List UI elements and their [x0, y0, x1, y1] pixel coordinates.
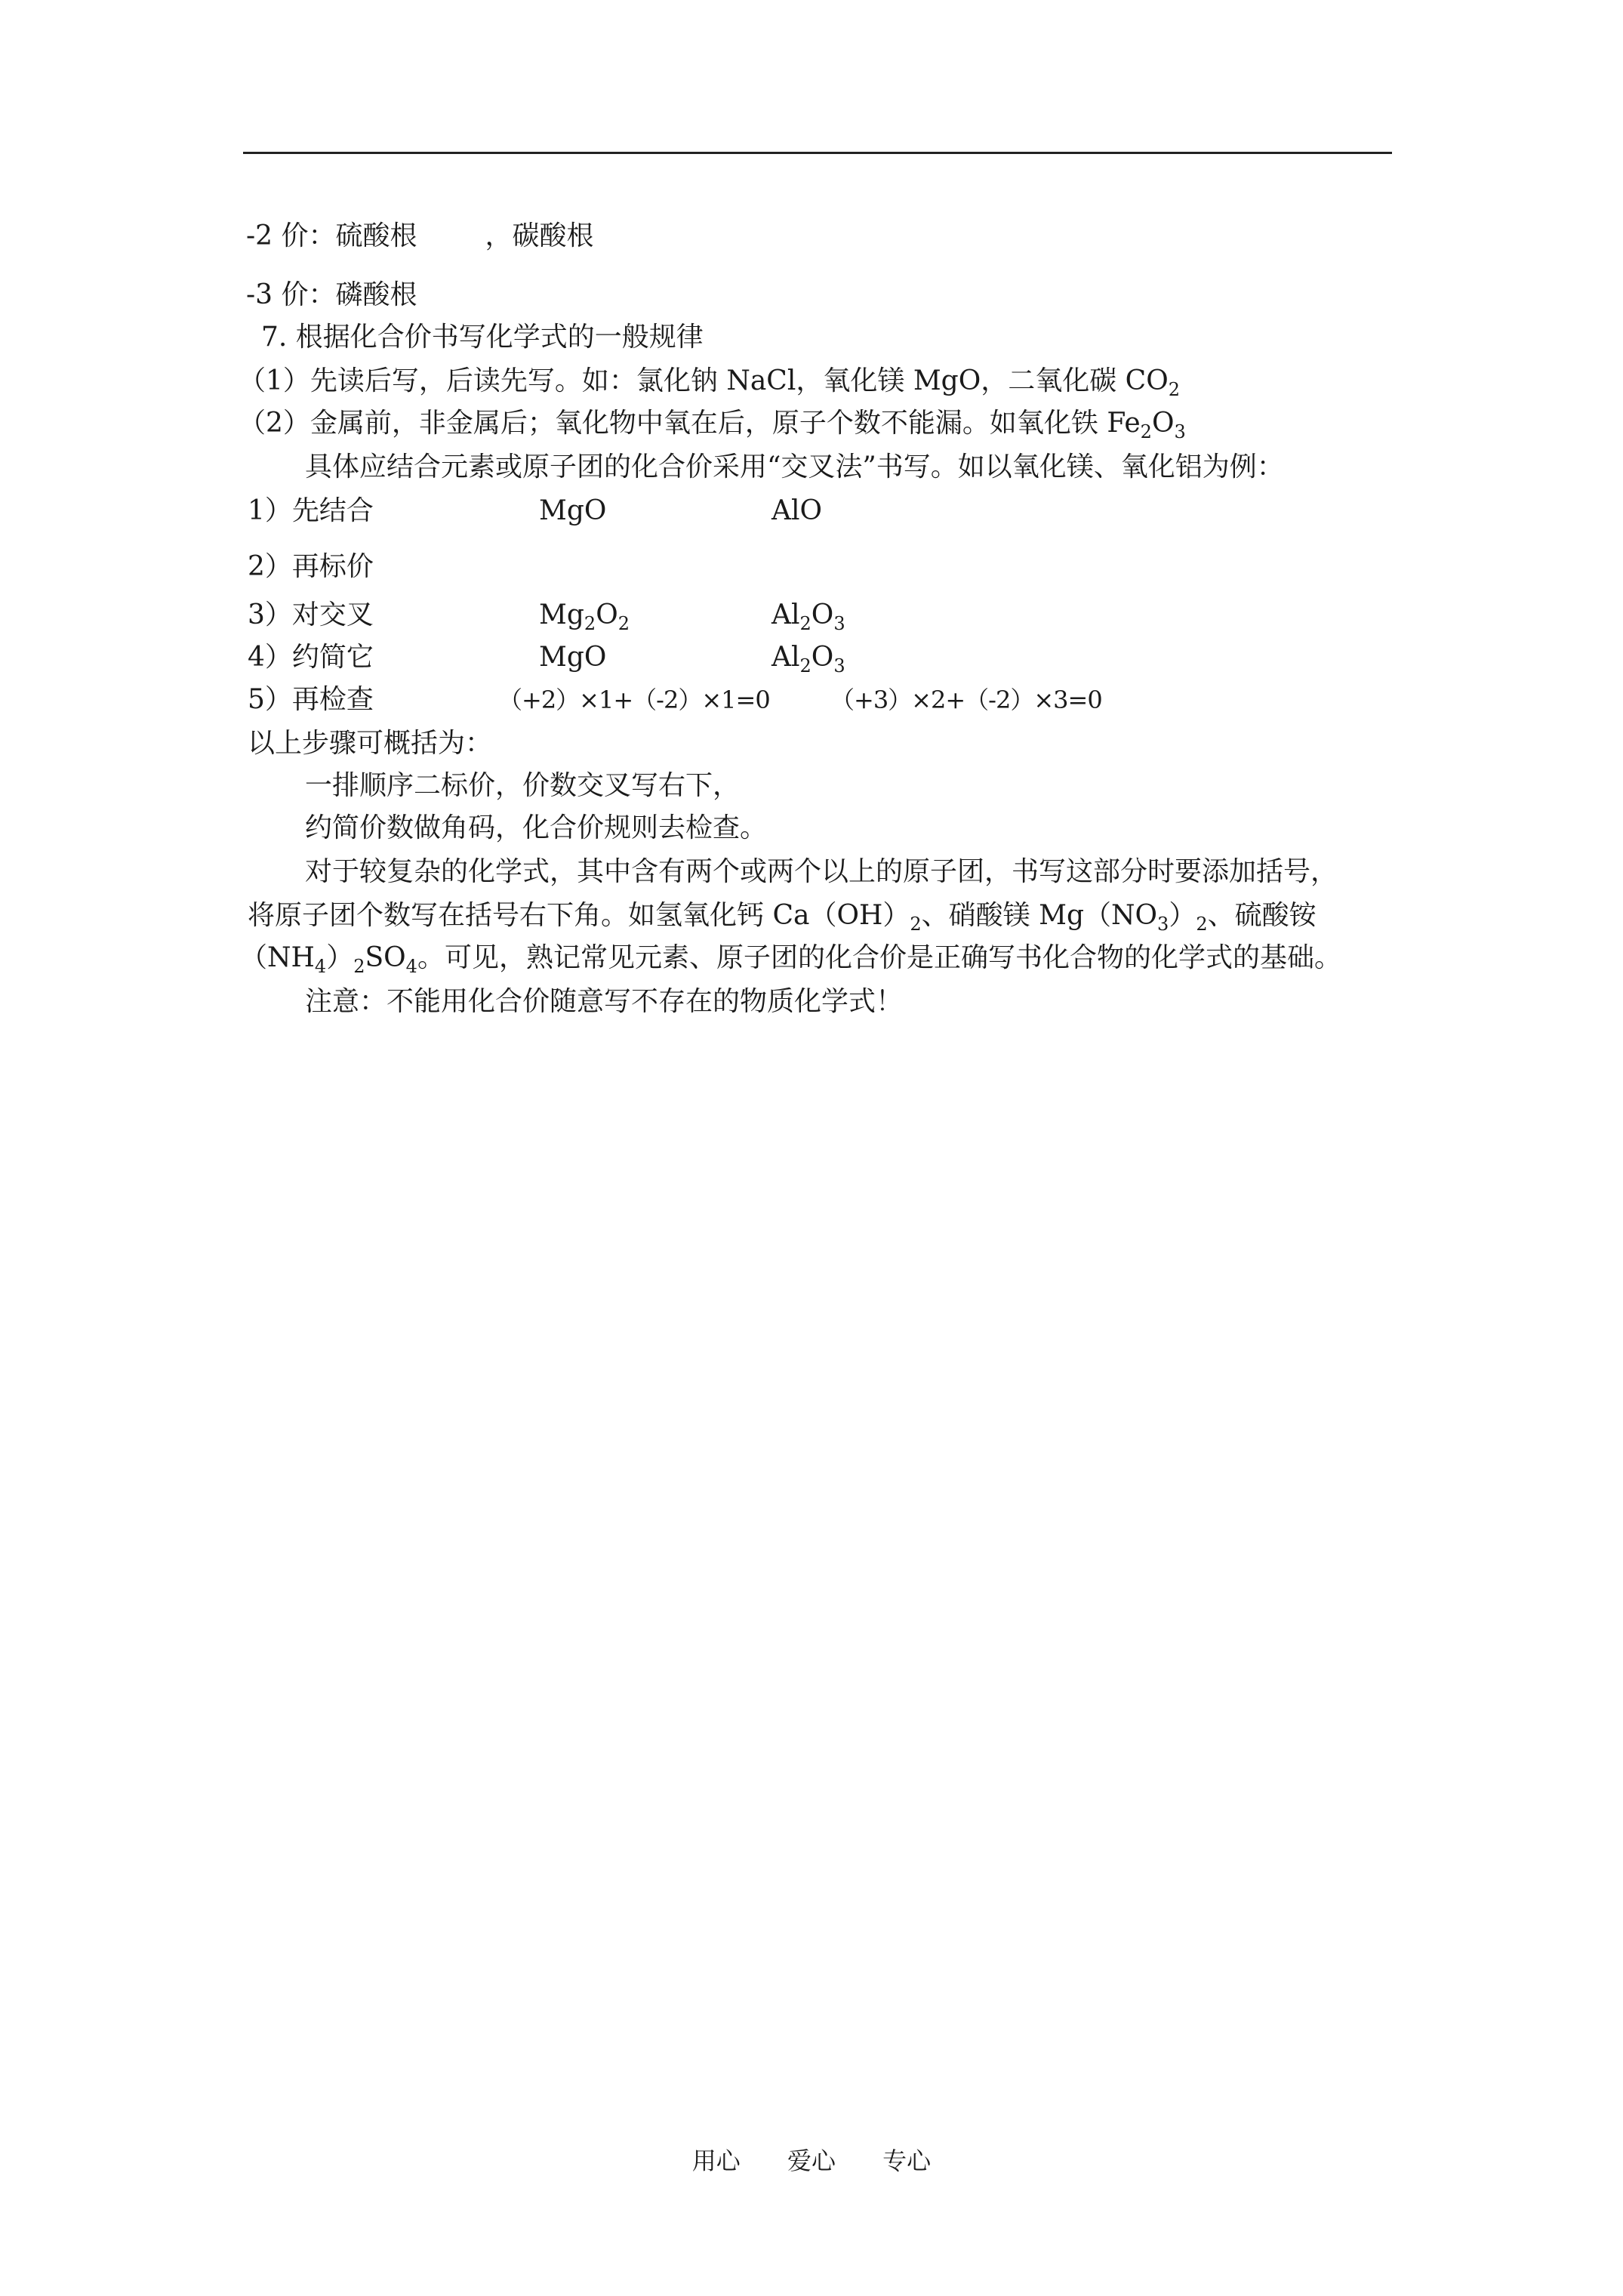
footer-word-1: 用心 [691, 2147, 741, 2175]
step-4-al: $Al_2O_3$ [771, 642, 845, 676]
complex-para-line-3: $(NH_4)_2SO_4$。可见，熟记常见元素、原子团的化合价是正确写书化合物的化学式的基础。 [240, 942, 1341, 977]
step-1-label: 1）先结合 [248, 495, 374, 526]
step-5-al: （+3）×2+（-2）×3=0 [830, 686, 1102, 714]
step-4-label: 4）约简它 [248, 642, 374, 673]
step-3-mg: $Mg_2O_2$ [539, 599, 630, 634]
step-3-label: 3）对交叉 [248, 599, 374, 630]
header-rule [243, 152, 1392, 154]
rule-2: （2）金属前，非金属后；氧化物中氧在后，原子个数不能漏。如氧化铁 $Fe_2O_3$ [239, 408, 1186, 442]
page-footer [0, 2146, 1623, 2176]
step-3-al: $Al_2O_3$ [771, 599, 845, 634]
summary-rhyme-2: 约简价数做角码，化合价规则去检查。 [305, 812, 768, 843]
summary-intro: 以上步骤可概括为： [248, 728, 493, 759]
summary-rhyme-1: 一排顺序二标价，价数交叉写右下， [305, 770, 741, 801]
valence-neg2-label: -2 价：硫酸根 [246, 220, 417, 251]
valence-neg3-line: -3 价：磷酸根 [246, 279, 417, 310]
step-1-al: AlO [771, 495, 823, 526]
valence-neg2-carbonate: ，碳酸根 [485, 220, 594, 251]
note-line: 注意：不能用化合价随意写不存在的物质化学式！ [305, 986, 904, 1017]
step-5-label: 5）再检查 [248, 684, 374, 715]
step-2-label: 2）再标价 [248, 551, 374, 582]
step-5-mg: （+2）×1+（-2）×1=0 [498, 686, 770, 714]
valence-neg2-line [246, 219, 594, 254]
footer-word-2: 爱心 [787, 2147, 836, 2175]
footer-word-3: 专心 [882, 2147, 932, 2175]
section-heading: 7. 根据化合价书写化学式的一般规律 [261, 322, 704, 353]
complex-para-line-2: 将原子团个数写在括号右下角。如氢氧化钙 $Ca(OH)_2$、硝酸镁 $Mg(NO_3)_2$、硫酸铵 [248, 900, 1317, 935]
complex-para-line-1: 对于较复杂的化学式，其中含有两个或两个以上的原子团，书写这部分时要添加括号， [305, 856, 1338, 887]
step-4-mg: MgO [539, 642, 607, 673]
step-1-mg: MgO [539, 495, 607, 526]
rule-1: （1）先读后写，后读先写。如：氯化钠 NaCl，氧化镁 MgO，二氧化碳 $CO_2$ [239, 365, 1181, 400]
cross-method-intro: 具体应结合元素或原子团的化合价采用“交叉法”书写。如以氧化镁、氧化铝为例： [305, 451, 1284, 482]
